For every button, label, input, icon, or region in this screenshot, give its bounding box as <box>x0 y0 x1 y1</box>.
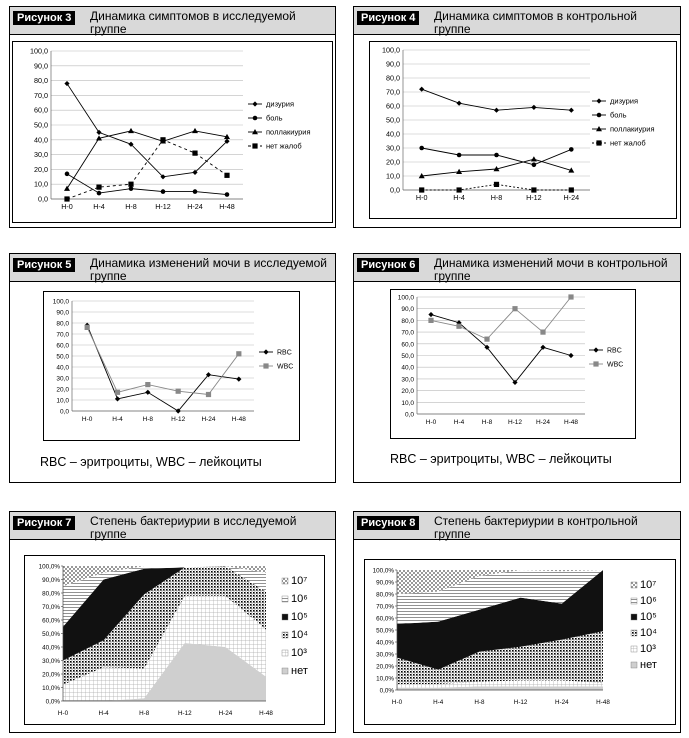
y-tick-label: 20,0 <box>401 388 414 396</box>
data-point <box>193 189 198 194</box>
x-tick-label: H-12 <box>513 699 528 706</box>
x-tick-label: H-24 <box>535 419 551 426</box>
y-tick-label: 60,0 <box>34 105 48 115</box>
data-point <box>206 392 211 397</box>
legend-marker <box>263 363 268 368</box>
legend-label: боль <box>610 110 627 120</box>
data-point <box>161 189 166 194</box>
y-tick-label: 30,0 <box>386 143 400 153</box>
y-tick-label: 70,0 <box>56 331 69 339</box>
y-tick-label: 100,0 <box>52 298 69 306</box>
y-tick-label: 90,0 <box>56 309 69 317</box>
x-tick-label: H-48 <box>563 419 579 426</box>
x-tick-label: H-24 <box>218 710 233 717</box>
y-tick-label: 100,0% <box>38 563 60 571</box>
data-point <box>192 151 197 156</box>
figure-5-chart <box>43 291 300 441</box>
figure-5-chart-svg <box>44 292 299 440</box>
series-line <box>87 327 239 394</box>
data-point <box>115 390 120 395</box>
legend-swatch <box>282 668 288 674</box>
legend-swatch <box>282 632 288 638</box>
data-point <box>428 312 433 317</box>
legend-swatch <box>631 598 637 604</box>
figure-6-note: RBC – эритроциты, WBC – лейкоциты <box>390 452 612 466</box>
figure-3-panel <box>9 6 336 228</box>
y-tick-label: 40,0 <box>56 364 69 372</box>
x-tick-label: H-8 <box>139 710 150 717</box>
y-tick-label: 70,0 <box>386 87 400 97</box>
x-tick-label: H-0 <box>391 699 403 706</box>
data-point <box>145 382 150 387</box>
figure-7-chart-svg <box>25 556 324 724</box>
x-tick-label: H-24 <box>554 699 569 706</box>
data-point <box>192 128 198 133</box>
figure-4-chart <box>369 41 677 219</box>
legend-label: дизурия <box>610 96 639 106</box>
legend-label: поллакиурия <box>610 124 655 134</box>
y-tick-label: 80,0 <box>401 317 414 325</box>
x-tick-label: H-0 <box>81 416 93 423</box>
x-tick-label: H-0 <box>415 193 428 202</box>
x-tick-label: H-4 <box>112 416 123 423</box>
y-tick-label: 100,0 <box>397 294 414 302</box>
x-tick-label: H-48 <box>259 710 273 717</box>
y-tick-label: 90,0% <box>376 579 394 587</box>
figure-5-note: RBC – эритроциты, WBC – лейкоциты <box>40 455 262 469</box>
legend-swatch <box>282 578 288 584</box>
data-point <box>484 337 489 342</box>
y-tick-label: 100,0 <box>30 46 48 56</box>
figure-5-tag: Рисунок 5 <box>13 258 75 272</box>
legend-marker <box>263 349 268 354</box>
figure-8-chart-svg <box>365 560 675 724</box>
figure-4-title: Динамика симптомов в контрольной группе <box>434 9 637 36</box>
legend-swatch <box>631 630 637 636</box>
x-tick-label: H-12 <box>171 416 186 423</box>
legend-marker <box>593 361 598 366</box>
data-point <box>569 187 574 192</box>
figure-7-panel <box>9 511 336 733</box>
legend-swatch <box>282 614 288 620</box>
figure-8-header <box>354 512 680 540</box>
data-point <box>145 390 150 395</box>
x-tick-label: H-12 <box>507 419 523 426</box>
x-tick-label: H-4 <box>433 699 444 706</box>
legend-label: WBC <box>607 361 624 369</box>
y-tick-label: 90,0 <box>401 306 414 314</box>
data-point <box>129 186 134 191</box>
figure-7-chart <box>24 555 325 725</box>
x-tick-label: H-48 <box>231 416 246 423</box>
data-point <box>236 377 241 382</box>
y-tick-label: 60,0% <box>42 617 60 625</box>
data-point <box>568 353 573 358</box>
x-tick-label: H-12 <box>155 202 171 211</box>
y-tick-label: 10,0 <box>401 399 414 407</box>
figure-8-chart <box>364 559 676 725</box>
legend-swatch <box>631 582 637 588</box>
y-tick-label: 90,0 <box>386 59 400 69</box>
y-tick-label: 70,0% <box>42 603 60 611</box>
data-point <box>160 137 165 142</box>
x-tick-label: H-8 <box>481 419 493 426</box>
y-tick-label: 10,0 <box>386 171 400 181</box>
x-tick-label: H-8 <box>125 202 137 211</box>
y-tick-label: 80,0 <box>56 320 69 328</box>
series-line <box>431 297 571 339</box>
figure-6-header <box>354 254 680 282</box>
data-point <box>64 196 69 201</box>
y-tick-label: 50,0 <box>56 353 69 361</box>
figure-7-title: Степень бактериурии в исследуемой группе <box>90 514 297 541</box>
y-tick-label: 10,0% <box>376 675 394 683</box>
figure-3-chart-svg <box>13 42 332 222</box>
legend-label: 10³ <box>640 643 656 655</box>
data-point <box>236 351 241 356</box>
figure-5-title: Динамика изменений мочи в исследуемой группе <box>90 256 327 283</box>
data-point <box>419 187 424 192</box>
data-point <box>512 306 517 311</box>
data-point <box>540 330 545 335</box>
y-tick-label: 30,0 <box>34 150 48 160</box>
figure-4-tag: Рисунок 4 <box>357 11 419 25</box>
figure-5-header <box>10 254 335 282</box>
figure-6-tag: Рисунок 6 <box>357 258 419 272</box>
data-point <box>65 172 70 177</box>
x-tick-label: H-4 <box>453 419 465 426</box>
figure-6-panel <box>353 253 681 483</box>
legend-swatch <box>631 614 637 620</box>
legend-swatch <box>631 646 637 652</box>
data-point <box>128 128 134 133</box>
legend-swatch <box>631 662 637 668</box>
y-tick-label: 30,0% <box>42 657 60 665</box>
legend-label: 10⁴ <box>291 629 308 641</box>
legend-label: боль <box>266 113 283 123</box>
y-tick-label: 10,0 <box>56 397 69 405</box>
figure-7-header <box>10 512 335 540</box>
legend-label: нет <box>291 665 308 677</box>
legend-label: 10⁵ <box>291 611 308 623</box>
data-point <box>224 173 229 178</box>
legend-label: нет жалоб <box>610 138 646 148</box>
data-point <box>494 153 499 158</box>
legend-label: 10⁵ <box>640 611 657 623</box>
y-tick-label: 40,0 <box>386 129 400 139</box>
legend-label: RBC <box>277 349 292 357</box>
data-point <box>568 294 573 299</box>
data-point <box>225 192 230 197</box>
y-tick-label: 40,0% <box>42 644 60 652</box>
y-tick-label: 50,0% <box>376 627 394 635</box>
y-tick-label: 60,0% <box>376 615 394 623</box>
figure-3-chart <box>12 41 333 223</box>
y-tick-label: 100,0 <box>382 45 400 55</box>
legend-marker <box>597 113 602 118</box>
legend-label: дизурия <box>266 99 295 109</box>
legend-marker <box>596 98 601 103</box>
y-tick-label: 80,0 <box>34 76 48 86</box>
data-point <box>457 187 462 192</box>
data-point <box>531 187 536 192</box>
y-tick-label: 50,0% <box>42 630 60 638</box>
y-tick-label: 100,0% <box>372 567 394 575</box>
data-point <box>97 191 102 196</box>
legend-label: 10⁶ <box>291 593 308 605</box>
data-point <box>64 81 69 86</box>
y-tick-label: 10,0 <box>34 179 48 189</box>
data-point <box>85 325 90 330</box>
figure-3-title: Динамика симптомов в исследуемой группе <box>90 9 296 36</box>
series-line <box>87 325 239 411</box>
data-point <box>494 182 499 187</box>
x-tick-label: H-0 <box>61 202 73 211</box>
y-tick-label: 30,0 <box>56 375 69 383</box>
data-point <box>532 163 537 168</box>
x-tick-label: H-4 <box>98 710 109 717</box>
y-tick-label: 60,0 <box>56 342 69 350</box>
y-tick-label: 90,0 <box>34 61 48 71</box>
data-point <box>115 396 120 401</box>
data-point <box>96 185 101 190</box>
figure-8-tag: Рисунок 8 <box>357 516 419 530</box>
y-tick-label: 30,0% <box>376 651 394 659</box>
figure-7-tag: Рисунок 7 <box>13 516 75 530</box>
y-tick-label: 20,0 <box>386 157 400 167</box>
data-point <box>457 153 462 158</box>
y-tick-label: 80,0 <box>386 73 400 83</box>
y-tick-label: 50,0 <box>34 120 48 130</box>
y-tick-label: 0,0 <box>38 194 48 204</box>
y-tick-label: 40,0% <box>376 639 394 647</box>
legend-label: 10⁴ <box>640 627 657 639</box>
x-tick-label: H-24 <box>187 202 203 211</box>
x-tick-label: H-12 <box>177 710 192 717</box>
figure-4-chart-svg <box>370 42 676 218</box>
y-tick-label: 20,0% <box>376 663 394 671</box>
y-tick-label: 0,0 <box>390 185 400 195</box>
x-tick-label: H-48 <box>219 202 235 211</box>
x-tick-label: H-8 <box>474 699 485 706</box>
legend-label: 10³ <box>291 647 307 659</box>
y-tick-label: 60,0 <box>401 341 414 349</box>
data-point <box>531 156 537 161</box>
data-point <box>569 108 574 113</box>
x-tick-label: H-0 <box>425 419 437 426</box>
data-point <box>64 186 70 191</box>
data-point <box>457 101 462 106</box>
figure-4-header <box>354 7 680 35</box>
legend-marker <box>252 143 257 148</box>
legend-label: поллакиурия <box>266 127 311 137</box>
data-point <box>531 105 536 110</box>
legend-label: 10⁶ <box>640 595 657 607</box>
legend-marker <box>252 101 257 106</box>
x-tick-label: H-4 <box>453 193 465 202</box>
y-tick-label: 70,0 <box>401 329 414 337</box>
y-tick-label: 20,0 <box>34 164 48 174</box>
y-tick-label: 40,0 <box>401 364 414 372</box>
data-point <box>176 389 181 394</box>
data-point <box>419 87 424 92</box>
x-tick-label: H-12 <box>526 193 542 202</box>
y-tick-label: 0,0% <box>379 687 394 695</box>
series-line <box>422 89 572 110</box>
legend-marker <box>253 116 258 121</box>
y-tick-label: 20,0% <box>42 671 60 679</box>
series-line <box>67 84 227 177</box>
y-tick-label: 90,0% <box>42 576 60 584</box>
x-tick-label: H-8 <box>142 416 154 423</box>
figure-3-header <box>10 7 335 35</box>
figure-4-panel <box>353 6 681 228</box>
legend-marker <box>593 347 598 352</box>
y-tick-label: 80,0% <box>376 591 394 599</box>
data-point <box>569 147 574 152</box>
figure-6-chart <box>390 289 636 439</box>
y-tick-label: 60,0 <box>386 101 400 111</box>
legend-label: 10⁷ <box>640 579 657 591</box>
y-tick-label: 50,0 <box>386 115 400 125</box>
y-tick-label: 0,0 <box>59 408 69 416</box>
x-tick-label: H-48 <box>596 699 610 706</box>
data-point <box>128 182 133 187</box>
y-tick-label: 50,0 <box>401 353 414 360</box>
data-point <box>96 130 101 135</box>
data-point <box>494 108 499 113</box>
figure-5-panel <box>9 253 336 483</box>
x-tick-label: H-8 <box>490 193 503 202</box>
y-tick-label: 70,0 <box>34 90 48 100</box>
x-tick-label: H-4 <box>93 202 105 211</box>
figure-6-chart-svg <box>391 290 635 438</box>
legend-label: нет <box>640 659 657 671</box>
y-tick-label: 0,0 <box>404 411 414 419</box>
legend-swatch <box>282 596 288 602</box>
data-point <box>456 324 461 329</box>
figure-8-panel <box>353 511 681 733</box>
y-tick-label: 10,0% <box>42 684 60 692</box>
y-tick-label: 70,0% <box>376 603 394 611</box>
y-tick-label: 20,0 <box>56 386 69 394</box>
y-tick-label: 0,0% <box>45 698 60 706</box>
y-tick-label: 80,0% <box>42 590 60 598</box>
figure-8-title: Степень бактериурии в контрольной группе <box>434 514 638 541</box>
legend-label: WBC <box>277 363 294 371</box>
data-point <box>428 318 433 323</box>
data-point <box>419 146 424 151</box>
legend-swatch <box>282 650 288 656</box>
legend-label: нет жалоб <box>266 141 302 151</box>
y-tick-label: 40,0 <box>34 135 48 145</box>
figure-3-tag: Рисунок 3 <box>13 11 75 25</box>
legend-marker <box>596 140 601 145</box>
y-tick-label: 30,0 <box>401 376 414 384</box>
legend-label: 10⁷ <box>291 575 308 587</box>
figure-6-title: Динамика изменений мочи в контрольной группе <box>434 256 668 283</box>
x-tick-label: H-24 <box>563 193 580 202</box>
x-tick-label: H-0 <box>57 710 69 717</box>
legend-label: RBC <box>607 347 622 355</box>
x-tick-label: H-24 <box>201 416 216 423</box>
